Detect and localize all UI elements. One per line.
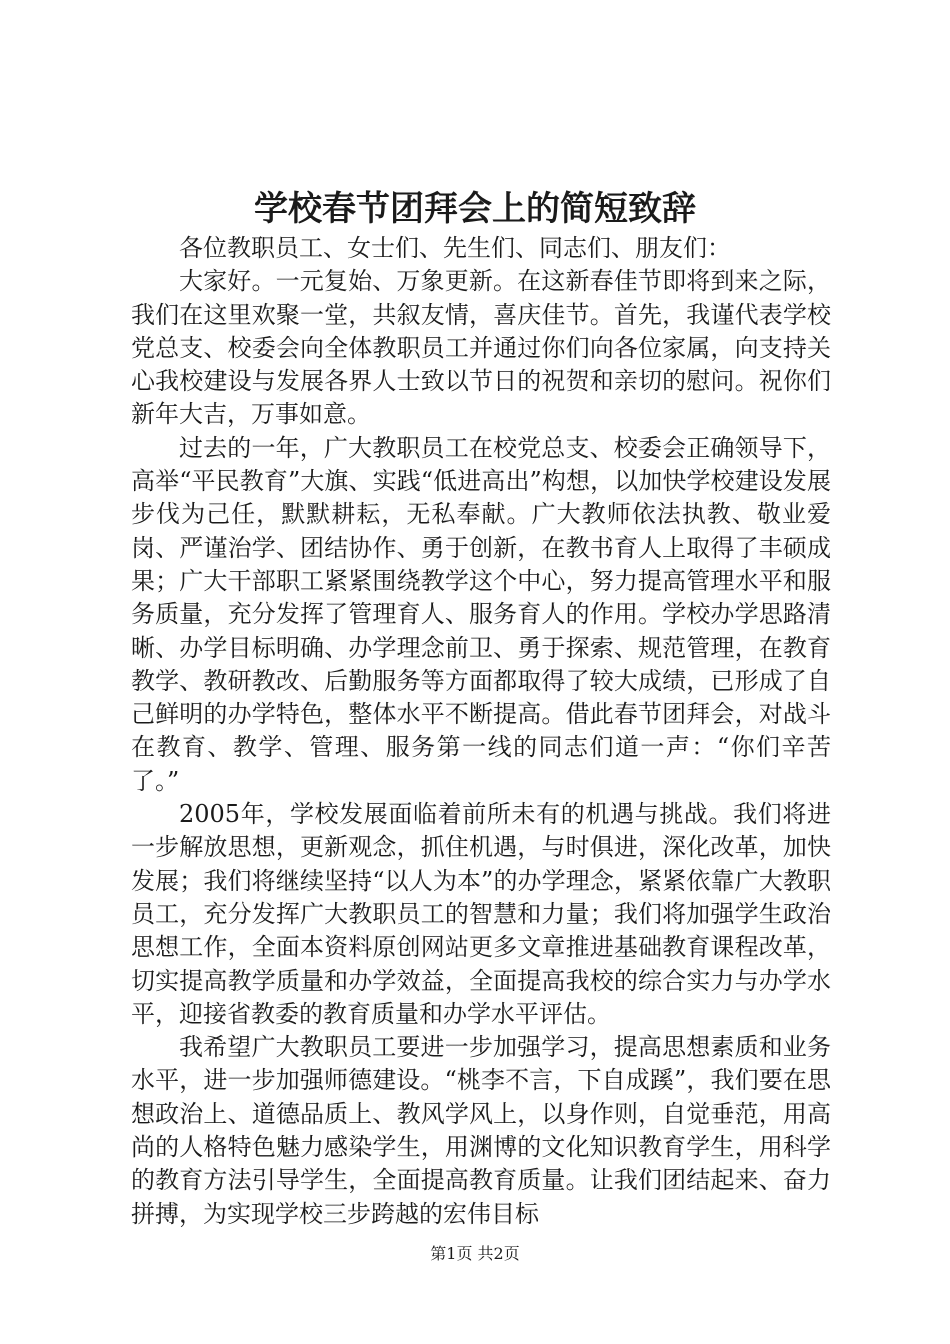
page-footer: 第1页 共2页: [430, 1244, 520, 1263]
paragraph-opening: 大家好。一元复始、万象更新。在这新春佳节即将到来之际，我们在这里欢聚一堂，共叙友情，喜庆佳节。首先，我谨代表学校党总支、校委会向全体教职员工并通过你们向各位家属，向支持关心我校建设与发展各界人士致以节日的祝贺和亲切的慰问。祝你们新年大吉，万事如意。: [131, 267, 831, 429]
paragraph-expectation: 我希望广大教职员工要进一步加强学习，提高思想素质和业务水平，进一步加强师德建设。“桃李不言，下自成蹊”，我们要在思想政治上、道德品质上、教风学风上，以身作则，自觉垂范，用高尚的人格特色魅力感染学生，用渊博的文化知识教育学生，用科学的教育方法引导学生，全面提高教育质量。让我们团结起来、奋力拼搏，为实现学校三步跨越的宏伟目标: [131, 1033, 831, 1228]
document-title: 学校春节团拜会上的简短致辞: [254, 189, 696, 229]
paragraph-outlook: 2005年，学校发展面临着前所未有的机遇与挑战。我们将进一步解放思想，更新观念，抓住机遇，与时俱进，深化改革，加快发展；我们将继续坚持“以人为本”的办学理念，紧紧依靠广大教职员工，充分发挥广大教职员工的智慧和力量；我们将加强学生政治思想工作，全面本资料原创网站更多文章推进基础教育课程改革，切实提高教学质量和办学效益，全面提高我校的综合实力与办学水平，迎接省教委的教育质量和办学水平评估。: [131, 800, 831, 1028]
paragraph-review: 过去的一年，广大教职员工在校党总支、校委会正确领导下，高举“平民教育”大旗、实践“低进高出”构想，以加快学校建设发展步伐为己任，默默耕耘，无私奉献。广大教师依法执教、敬业爱岗、严谨治学、团结协作、勇于创新，在教书育人上取得了丰硕成果；广大干部职工紧紧围绕教学这个中心，努力提高管理水平和服务质量，充分发挥了管理育人、服务育人的作用。学校办学思路清晰、办学目标明确、办学理念前卫、勇于探索、规范管理，在教育教学、教研教改、后勤服务等方面都取得了较大成绩，已形成了自己鲜明的办学特色，整体水平不断提高。借此春节团拜会，对战斗在教育、教学、管理、服务第一线的同志们道一声：“你们辛苦了。”: [131, 433, 831, 795]
paragraph-greeting: 各位教职员工、女士们、先生们、同志们、朋友们：: [179, 234, 731, 262]
document-body: [131, 232, 831, 1231]
